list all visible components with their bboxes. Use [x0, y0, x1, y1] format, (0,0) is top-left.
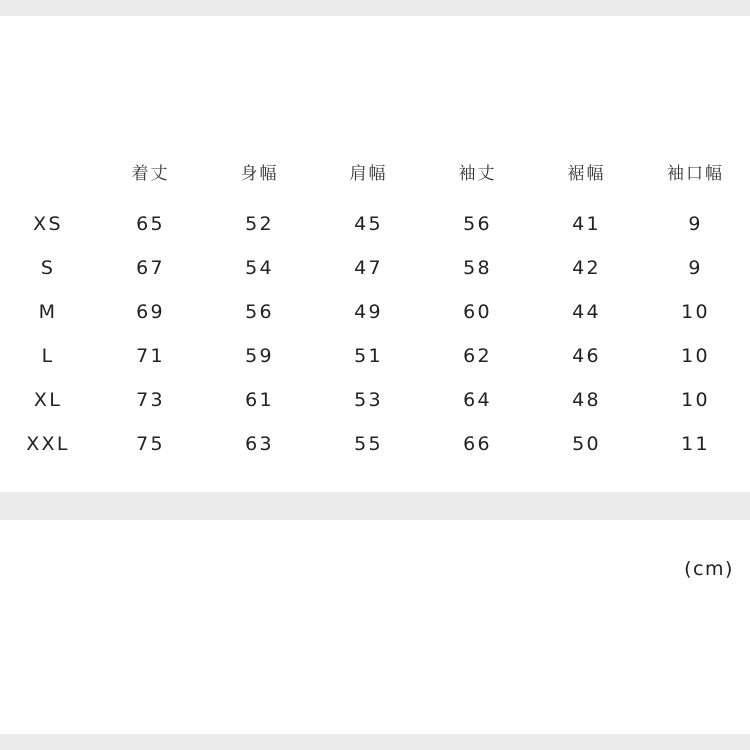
cell-body-width: 56: [245, 301, 274, 323]
cell-shoulder-width: 47: [354, 257, 383, 279]
cell-body-length: 69: [136, 301, 165, 323]
middle-gray-band: [0, 492, 750, 520]
cell-body-width: 63: [245, 433, 274, 455]
table-row: [0, 246, 750, 290]
cell-hem-width: 50: [572, 433, 601, 455]
cell-hem-width: 42: [572, 257, 601, 279]
cell-cuff-width: 10: [681, 345, 710, 367]
header-size: [0, 140, 96, 202]
cell-sleeve-length: 64: [463, 389, 492, 411]
cell-sleeve-length: 62: [463, 345, 492, 367]
cell-hem-width: 44: [572, 301, 601, 323]
header-shoulder-width: 肩幅: [349, 163, 388, 184]
cell-shoulder-width: 55: [354, 433, 383, 455]
row-size-label: XXL: [26, 433, 70, 455]
table-row: [0, 422, 750, 466]
table-row: [0, 202, 750, 246]
size-chart-table: [0, 140, 750, 466]
cell-sleeve-length: 56: [463, 213, 492, 235]
header-sleeve-length: 袖丈: [458, 163, 497, 184]
header-row: [0, 140, 750, 202]
top-gray-band: [0, 0, 750, 16]
cell-cuff-width: 10: [681, 301, 710, 323]
cell-sleeve-length: 58: [463, 257, 492, 279]
cell-shoulder-width: 51: [354, 345, 383, 367]
header-cuff-width: 袖口幅: [666, 163, 725, 184]
row-size-label: XL: [33, 389, 63, 411]
cell-body-width: 52: [245, 213, 274, 235]
cell-body-length: 73: [136, 389, 165, 411]
cell-cuff-width: 11: [681, 433, 710, 455]
row-size-label: S: [40, 257, 56, 279]
table-row: [0, 378, 750, 422]
row-size-label: L: [41, 345, 55, 367]
cell-shoulder-width: 49: [354, 301, 383, 323]
cell-cuff-width: 9: [688, 257, 703, 279]
cell-hem-width: 46: [572, 345, 601, 367]
cell-sleeve-length: 60: [463, 301, 492, 323]
header-hem-width: 裾幅: [567, 163, 606, 184]
cell-sleeve-length: 66: [463, 433, 492, 455]
row-size-label: M: [38, 301, 58, 323]
cell-shoulder-width: 45: [354, 213, 383, 235]
bottom-gray-band: [0, 734, 750, 750]
cell-body-width: 61: [245, 389, 274, 411]
unit-label: (cm): [684, 558, 734, 580]
header-body-width: 身幅: [240, 163, 279, 184]
cell-body-length: 75: [136, 433, 165, 455]
table-body: [0, 202, 750, 466]
cell-body-length: 71: [136, 345, 165, 367]
cell-hem-width: 41: [572, 213, 601, 235]
table-row: [0, 290, 750, 334]
cell-body-width: 54: [245, 257, 274, 279]
cell-body-length: 65: [136, 213, 165, 235]
cell-hem-width: 48: [572, 389, 601, 411]
row-size-label: XS: [33, 213, 63, 235]
table-header: [0, 140, 750, 202]
table-row: [0, 334, 750, 378]
cell-cuff-width: 9: [688, 213, 703, 235]
cell-body-width: 59: [245, 345, 274, 367]
cell-body-length: 67: [136, 257, 165, 279]
cell-cuff-width: 10: [681, 389, 710, 411]
header-body-length: 着丈: [131, 163, 170, 184]
cell-shoulder-width: 53: [354, 389, 383, 411]
